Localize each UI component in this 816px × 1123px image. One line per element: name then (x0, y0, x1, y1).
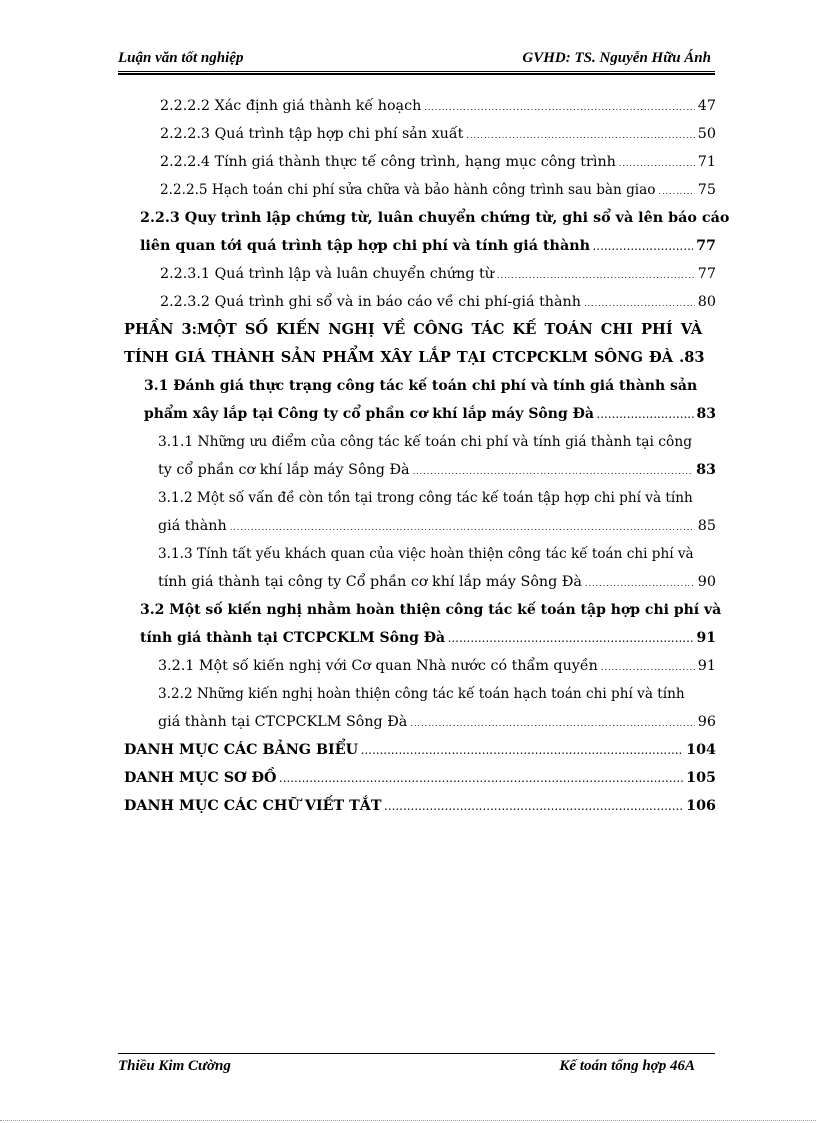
dot-leader (601, 656, 695, 680)
toc-entry-title: DANH MỤC CÁC CHỮ VIẾT TẮT (124, 798, 382, 814)
toc-entry[interactable] (160, 94, 716, 118)
toc-entry-title-cont: phẩm xây lắp tại Công ty cổ phần cơ khí lắp máy Sông Đà (144, 406, 594, 422)
toc-entry[interactable] (160, 262, 716, 286)
toc-entry[interactable] (160, 122, 716, 146)
toc-page-number: 104 (686, 742, 716, 758)
header-thesis-label: Luận văn tốt nghiệp (118, 50, 244, 66)
toc-page-number: 47 (697, 98, 716, 114)
toc-entry-title[interactable]: 3.2 Một số kiến nghị nhằm hoàn thiện công tác kế toán tập hợp chi phí và (140, 602, 722, 618)
toc-entry-title: DANH MỤC CÁC BẢNG BIỂU (124, 742, 359, 758)
page-footer (118, 1058, 713, 1078)
toc-entry-title: 3.2.1 Một số kiến nghị với Cơ quan Nhà nước có thẩm quyền (158, 658, 598, 674)
toc-entry-title[interactable]: 3.2.2 Những kiến nghị hoàn thiện công tác kế toán hạch toán chi phí và tính (158, 686, 685, 702)
header-rule (118, 71, 715, 75)
footer-author: Thiều Kim Cường (118, 1058, 231, 1074)
toc-entry-title: 2.2.3.1 Quá trình lập và luân chuyển chứng từ (160, 266, 494, 282)
toc-entry-title: 2.2.2.4 Tính giá thành thực tế công trình, hạng mục công trình (160, 154, 616, 170)
toc-entry-title-cont: giá thành tại CTCPCKLM Sông Đà (158, 714, 408, 730)
toc-part-heading[interactable]: PHẦN 3:MỘT SỐ KIẾN NGHỊ VỀ CÔNG TÁC KẾ TOÁN CHI PHÍ VÀ (124, 321, 703, 338)
dot-leader (584, 292, 695, 316)
dot-leader (658, 180, 694, 204)
toc-entry-title: 2.2.3.2 Quá trình ghi sổ và in báo cáo về chi phí-giá thành (160, 294, 581, 310)
toc-entry[interactable] (124, 738, 716, 762)
toc-page-number: 105 (686, 770, 716, 786)
toc-entry-title[interactable]: 3.1.1 Những ưu điểm của công tác kế toán chi phí và tính giá thành tại công (158, 434, 693, 450)
toc-page-number: 77 (696, 238, 716, 254)
toc-page-number: 106 (686, 798, 716, 814)
toc-entry-title-cont: tính giá thành tại CTCPCKLM Sông Đà (140, 630, 446, 646)
toc-entry-title-cont: giá thành (158, 518, 227, 534)
toc-entry-title: 2.2.2.5 Hạch toán chi phí sửa chữa và bảo hành công trình sau bàn giao (160, 182, 656, 198)
toc-entry[interactable] (158, 514, 716, 538)
dot-leader (619, 152, 695, 176)
toc-entry[interactable] (158, 458, 716, 482)
dot-leader (497, 264, 695, 288)
toc-page-number: 96 (697, 714, 716, 730)
page-edge-divider (0, 1120, 816, 1121)
toc-part-heading-cont[interactable]: TÍNH GIÁ THÀNH SẢN PHẨM XÂY LẮP TẠI CTCPCKLM SÔNG ĐÀ .83 (124, 349, 705, 366)
dot-leader (279, 767, 683, 791)
toc-entry-title: DANH MỤC SƠ ĐỒ (124, 770, 277, 786)
toc-page-number: 77 (697, 266, 716, 282)
header-advisor: GVHD: TS. Nguyễn Hữu Ánh (522, 50, 711, 66)
toc-entry-title[interactable]: 3.1.2 Một số vấn đề còn tồn tại trong công tác kế toán tập hợp chi phí và tính (158, 490, 693, 506)
toc-page-number: 83 (696, 406, 716, 422)
dot-leader (424, 96, 695, 120)
toc-entry-title[interactable]: 2.2.3 Quy trình lập chứng từ, luân chuyển chứng từ, ghi sổ và lên báo cáo (140, 210, 730, 226)
dot-leader (448, 627, 693, 651)
toc-page-number: 91 (697, 658, 716, 674)
toc-page-number: 85 (697, 518, 716, 534)
toc-page-number: 71 (697, 154, 716, 170)
toc-entry[interactable] (124, 794, 716, 818)
toc-entry-title[interactable]: 3.1.3 Tính tất yếu khách quan của việc hoàn thiện công tác kế toán chi phí và (158, 546, 694, 562)
toc-entry[interactable] (158, 570, 716, 594)
toc-page-number: 50 (697, 126, 716, 142)
footer-rule (118, 1053, 715, 1054)
toc-entry-title: 2.2.2.3 Quá trình tập hợp chi phí sản xuất (160, 126, 464, 142)
dot-leader (361, 739, 683, 763)
dot-leader (413, 460, 694, 484)
toc-page-number: 75 (697, 182, 716, 198)
toc-entry[interactable] (160, 290, 716, 314)
toc-entry[interactable] (140, 626, 716, 650)
toc-page-number: 91 (696, 630, 716, 646)
toc-entry-title-cont: tính giá thành tại công ty Cổ phần cơ khí lắp máy Sông Đà (158, 574, 582, 590)
toc-entry-title: 2.2.2.2 Xác định giá thành kế hoạch (160, 98, 422, 114)
dot-leader (466, 124, 694, 148)
footer-class: Kế toán tổng hợp 46A (559, 1058, 695, 1074)
toc-entry[interactable] (160, 150, 716, 174)
dot-leader (385, 795, 684, 819)
toc-page-number: 90 (697, 574, 716, 590)
toc-entry[interactable] (144, 402, 716, 426)
toc-entry-title[interactable]: 3.1 Đánh giá thực trạng công tác kế toán chi phí và tính giá thành sản (144, 378, 698, 394)
page-header (118, 50, 713, 70)
toc-entry-title-cont: ty cổ phần cơ khí lắp máy Sông Đà (158, 462, 410, 478)
toc-entry[interactable] (158, 654, 716, 678)
toc-page-number: 80 (697, 294, 716, 310)
toc-entry-title-cont: liên quan tới quá trình tập hợp chi phí và tính giá thành (140, 238, 590, 254)
toc-entry[interactable] (124, 766, 716, 790)
dot-leader (593, 235, 693, 259)
dot-leader (230, 516, 695, 540)
toc-page-number: 83 (696, 462, 716, 478)
dot-leader (597, 403, 694, 427)
toc-entry[interactable] (160, 178, 716, 202)
toc-entry[interactable] (158, 710, 716, 734)
dot-leader (410, 712, 694, 736)
toc-entry[interactable] (140, 234, 716, 258)
dot-leader (585, 572, 695, 596)
